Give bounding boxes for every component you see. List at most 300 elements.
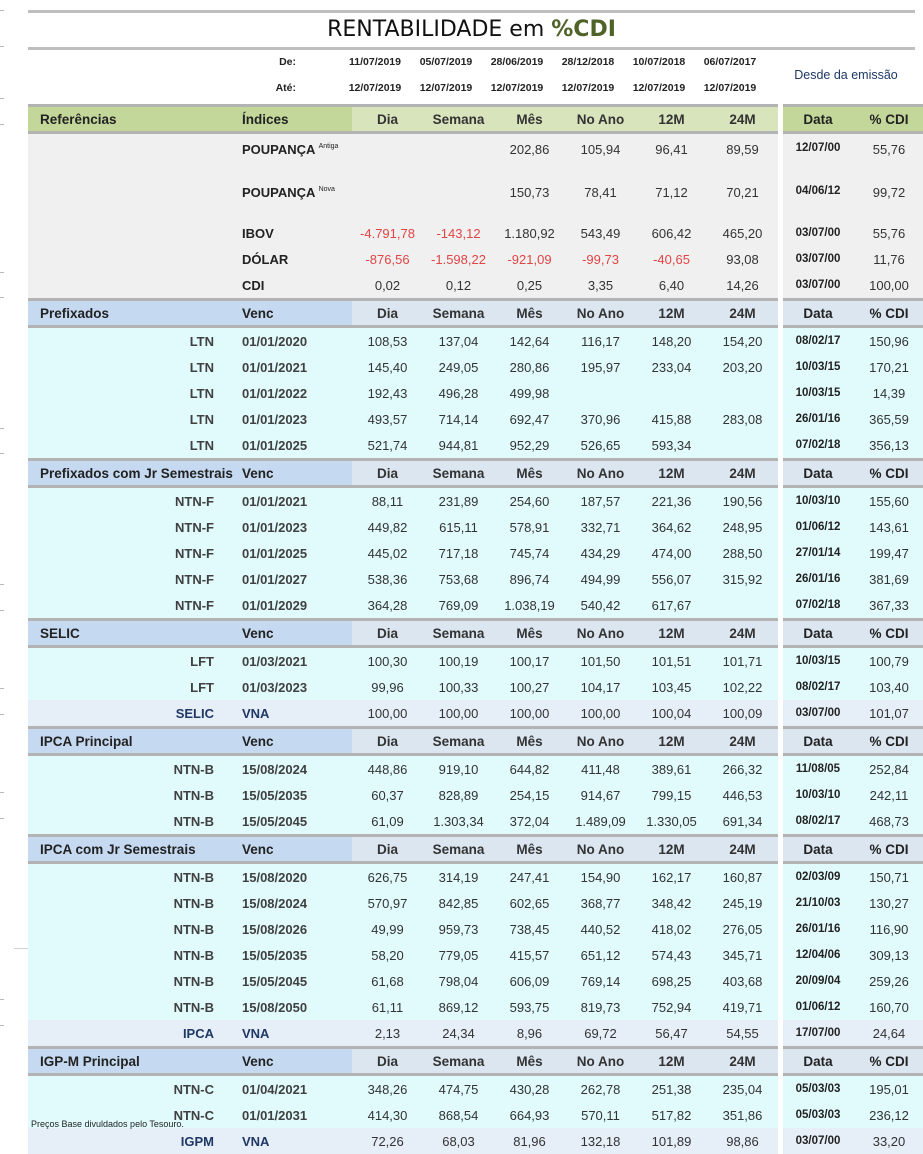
column-header-pct: % CDI — [853, 106, 923, 133]
value-cell: 430,28 — [494, 1075, 565, 1103]
index-label: CDI — [242, 277, 265, 293]
value-cell: 959,73 — [423, 916, 494, 942]
value-cell: 414,30 — [352, 1102, 423, 1128]
column-header: Semana — [423, 620, 494, 647]
index-label: DÓLAR — [242, 251, 289, 267]
issue-date: 17/07/00 — [783, 1020, 853, 1048]
column-header: Semana — [423, 460, 494, 487]
pct-cdi: 367,33 — [853, 592, 923, 620]
value-cell: 202,86 — [494, 133, 565, 178]
bond-row — [28, 755, 923, 783]
value-cell: 415,88 — [636, 406, 707, 432]
issue-date: 07/02/18 — [783, 432, 853, 460]
column-header: Mês — [494, 620, 565, 647]
sheet-edge-mark — [0, 818, 4, 819]
value-cell: 615,11 — [423, 514, 494, 540]
value-cell — [423, 177, 494, 220]
column-header: No Ano — [565, 836, 636, 863]
pct-cdi: 199,47 — [853, 540, 923, 566]
bond-name: NTN-C — [28, 1075, 242, 1103]
issue-date: 02/03/09 — [783, 863, 853, 891]
row-name — [28, 133, 242, 178]
bond-name: LFT — [28, 647, 242, 675]
issue-date: 10/03/10 — [783, 782, 853, 808]
bond-name: NTN-F — [28, 487, 242, 515]
index-name — [242, 220, 352, 246]
bond-name: LTN — [28, 406, 242, 432]
issue-date: 12/04/06 — [783, 942, 853, 968]
maturity: 15/08/2050 — [242, 994, 352, 1020]
value-cell: 570,11 — [565, 1102, 636, 1128]
bond-name: SELIC — [28, 700, 242, 728]
maturity: 01/01/2020 — [242, 327, 352, 355]
value-cell: 49,99 — [352, 916, 423, 942]
column-header: 24M — [707, 300, 778, 327]
column-header-pct: % CDI — [853, 300, 923, 327]
bond-name: NTN-B — [28, 994, 242, 1020]
bond-row — [28, 380, 923, 406]
section-header-ipca-com-jr-semestrais — [28, 836, 923, 863]
returns-table — [28, 104, 923, 1154]
value-cell: 233,04 — [636, 354, 707, 380]
value-cell: 154,90 — [565, 863, 636, 891]
maturity: 15/05/2035 — [242, 782, 352, 808]
sheet-edge-mark — [0, 98, 4, 99]
issue-date: 11/08/05 — [783, 755, 853, 783]
issue-date: 03/07/00 — [783, 220, 853, 246]
value-cell: 368,77 — [565, 890, 636, 916]
column-header: 12M — [636, 106, 707, 133]
maturity: 15/05/2045 — [242, 968, 352, 994]
pct-cdi: 101,07 — [853, 700, 923, 728]
value-cell: 465,20 — [707, 220, 778, 246]
value-cell: 578,91 — [494, 514, 565, 540]
value-cell: 345,71 — [707, 942, 778, 968]
value-cell: 828,89 — [423, 782, 494, 808]
value-cell — [707, 380, 778, 406]
value-cell: -99,73 — [565, 246, 636, 272]
value-cell: -921,09 — [494, 246, 565, 272]
value-cell: 434,29 — [565, 540, 636, 566]
bond-name: NTN-F — [28, 592, 242, 620]
value-cell — [352, 177, 423, 220]
value-cell: 1.038,19 — [494, 592, 565, 620]
value-cell: 6,40 — [636, 272, 707, 300]
value-cell: 251,38 — [636, 1075, 707, 1103]
sheet-edge-mark — [0, 584, 4, 585]
value-cell: 919,10 — [423, 755, 494, 783]
index-label: POUPANÇA — [242, 142, 315, 157]
column-header: Dia — [352, 728, 423, 755]
since-issue-label: Desde da emissão — [794, 68, 898, 82]
value-cell: 192,43 — [352, 380, 423, 406]
column-header-code: Venc — [242, 620, 352, 647]
value-cell: 100,30 — [352, 647, 423, 675]
column-header: 12M — [636, 836, 707, 863]
value-cell: 254,60 — [494, 487, 565, 515]
bond-row — [28, 406, 923, 432]
value-cell: 517,82 — [636, 1102, 707, 1128]
column-header-date: Data — [783, 620, 853, 647]
value-cell: 78,41 — [565, 177, 636, 220]
value-cell: 738,45 — [494, 916, 565, 942]
value-cell: 100,04 — [636, 700, 707, 728]
reference-row — [28, 220, 923, 246]
value-cell: -876,56 — [352, 246, 423, 272]
value-cell: 370,96 — [565, 406, 636, 432]
value-cell — [707, 432, 778, 460]
bond-name: IGPM — [28, 1128, 242, 1154]
column-header: No Ano — [565, 106, 636, 133]
value-cell: 203,20 — [707, 354, 778, 380]
value-cell — [565, 380, 636, 406]
pct-cdi: 150,71 — [853, 863, 923, 891]
section-title: IPCA Principal — [28, 728, 242, 755]
value-cell: 717,18 — [423, 540, 494, 566]
issue-date: 27/01/14 — [783, 540, 853, 566]
sheet-edge-mark — [0, 714, 4, 715]
bond-row — [28, 327, 923, 355]
from-date: 10/07/2018 — [632, 56, 686, 68]
maturity: 01/01/2023 — [242, 514, 352, 540]
maturity: VNA — [242, 1128, 352, 1154]
bond-name: NTN-B — [28, 808, 242, 836]
column-header-pct: % CDI — [853, 728, 923, 755]
vna-row — [28, 1128, 923, 1154]
value-cell: 499,98 — [494, 380, 565, 406]
section-header-prefixados — [28, 300, 923, 327]
section-header-selic — [28, 620, 923, 647]
value-cell: 769,14 — [565, 968, 636, 994]
bond-name: NTN-B — [28, 863, 242, 891]
column-header: Dia — [352, 300, 423, 327]
value-cell: 89,59 — [707, 133, 778, 178]
value-cell: -40,65 — [636, 246, 707, 272]
bond-row — [28, 432, 923, 460]
value-cell: 8,96 — [494, 1020, 565, 1048]
bond-row — [28, 968, 923, 994]
index-label: IBOV — [242, 225, 274, 241]
value-cell: 896,74 — [494, 566, 565, 592]
bond-row — [28, 592, 923, 620]
pct-cdi: 155,60 — [853, 487, 923, 515]
column-header: Dia — [352, 836, 423, 863]
value-cell: 1.330,05 — [636, 808, 707, 836]
pct-cdi: 195,01 — [853, 1075, 923, 1103]
value-cell: 574,43 — [636, 942, 707, 968]
column-header: Dia — [352, 620, 423, 647]
value-cell: 526,65 — [565, 432, 636, 460]
value-cell: 540,42 — [565, 592, 636, 620]
column-header: Mês — [494, 836, 565, 863]
column-header: Mês — [494, 728, 565, 755]
to-date: 12/07/2019 — [348, 82, 402, 94]
value-cell: 944,81 — [423, 432, 494, 460]
value-cell: 101,50 — [565, 647, 636, 675]
value-cell: 81,96 — [494, 1128, 565, 1154]
value-cell: 698,25 — [636, 968, 707, 994]
value-cell: 692,47 — [494, 406, 565, 432]
column-header-date: Data — [783, 728, 853, 755]
value-cell: 145,40 — [352, 354, 423, 380]
bond-name: NTN-F — [28, 566, 242, 592]
pct-cdi: 103,40 — [853, 674, 923, 700]
value-cell: 231,89 — [423, 487, 494, 515]
sheet-edge-mark — [0, 999, 4, 1000]
section-header-igp-m-principal — [28, 1048, 923, 1075]
value-cell: 154,20 — [707, 327, 778, 355]
value-cell — [636, 380, 707, 406]
bond-name: LTN — [28, 380, 242, 406]
value-cell: 150,73 — [494, 177, 565, 220]
issue-date: 26/01/16 — [783, 406, 853, 432]
maturity: 01/01/2021 — [242, 487, 352, 515]
maturity: VNA — [242, 1020, 352, 1048]
column-header: Mês — [494, 460, 565, 487]
value-cell: 869,12 — [423, 994, 494, 1020]
column-header: No Ano — [565, 620, 636, 647]
value-cell: 315,92 — [707, 566, 778, 592]
column-header: Semana — [423, 836, 494, 863]
sheet-edge-mark — [0, 272, 4, 273]
value-cell: 100,00 — [352, 700, 423, 728]
column-header: Semana — [423, 106, 494, 133]
value-cell: 69,72 — [565, 1020, 636, 1048]
row-name — [28, 220, 242, 246]
from-date: 28/06/2019 — [490, 56, 544, 68]
value-cell: 0,02 — [352, 272, 423, 300]
value-cell: 570,97 — [352, 890, 423, 916]
pct-cdi: 14,39 — [853, 380, 923, 406]
bond-name: NTN-B — [28, 942, 242, 968]
column-header-date: Data — [783, 1048, 853, 1075]
pct-cdi: 170,21 — [853, 354, 923, 380]
value-cell: 245,19 — [707, 890, 778, 916]
bond-name: LFT — [28, 674, 242, 700]
column-header-code: Índices — [242, 106, 352, 133]
maturity: 01/01/2022 — [242, 380, 352, 406]
bond-name: LTN — [28, 354, 242, 380]
value-cell: 60,37 — [352, 782, 423, 808]
value-cell: 61,68 — [352, 968, 423, 994]
maturity: 15/08/2024 — [242, 755, 352, 783]
value-cell: 602,65 — [494, 890, 565, 916]
value-cell: 102,22 — [707, 674, 778, 700]
column-header-pct: % CDI — [853, 836, 923, 863]
issue-date: 10/03/15 — [783, 380, 853, 406]
column-header: Semana — [423, 1048, 494, 1075]
sheet-edge-mark — [0, 46, 4, 47]
index-qualifier: Antiga — [318, 143, 339, 150]
issue-date: 01/06/12 — [783, 514, 853, 540]
column-header-code: Venc — [242, 460, 352, 487]
maturity: 15/05/2045 — [242, 808, 352, 836]
column-header: Mês — [494, 1048, 565, 1075]
from-date: 05/07/2019 — [419, 56, 473, 68]
value-cell: 411,48 — [565, 755, 636, 783]
column-header-code: Venc — [242, 1048, 352, 1075]
value-cell: 714,14 — [423, 406, 494, 432]
sheet-edge-mark — [0, 124, 4, 125]
pct-cdi: 55,76 — [853, 133, 923, 178]
sheet-edge-mark — [0, 792, 4, 793]
value-cell: 538,36 — [352, 566, 423, 592]
page-title — [28, 10, 915, 50]
value-cell: 247,41 — [494, 863, 565, 891]
value-cell: 496,28 — [423, 380, 494, 406]
bond-name: NTN-C — [28, 1102, 242, 1128]
pct-cdi: 242,11 — [853, 782, 923, 808]
vna-row — [28, 1020, 923, 1048]
value-cell: 280,86 — [494, 354, 565, 380]
value-cell: 187,57 — [565, 487, 636, 515]
pct-cdi: 116,90 — [853, 916, 923, 942]
sheet-edge-mark — [0, 688, 4, 689]
value-cell: 68,03 — [423, 1128, 494, 1154]
column-header: 24M — [707, 106, 778, 133]
bond-name: NTN-B — [28, 916, 242, 942]
value-cell: 626,75 — [352, 863, 423, 891]
issue-date: 05/03/03 — [783, 1102, 853, 1128]
value-cell: 644,82 — [494, 755, 565, 783]
pct-cdi: 24,64 — [853, 1020, 923, 1048]
bond-row — [28, 354, 923, 380]
value-cell: 105,94 — [565, 133, 636, 178]
reference-row — [28, 272, 923, 300]
value-cell: 190,56 — [707, 487, 778, 515]
value-cell: 283,08 — [707, 406, 778, 432]
section-title: SELIC — [28, 620, 242, 647]
value-cell: 1.303,34 — [423, 808, 494, 836]
section-title: Referências — [28, 106, 242, 133]
value-cell: 0,25 — [494, 272, 565, 300]
value-cell: 56,47 — [636, 1020, 707, 1048]
bond-row — [28, 540, 923, 566]
value-cell: 108,53 — [352, 327, 423, 355]
column-header-date: Data — [783, 300, 853, 327]
section-title: IGP-M Principal — [28, 1048, 242, 1075]
value-cell: 24,34 — [423, 1020, 494, 1048]
bond-row — [28, 942, 923, 968]
issue-date: 10/03/15 — [783, 354, 853, 380]
value-cell: 418,02 — [636, 916, 707, 942]
column-header-code: Venc — [242, 836, 352, 863]
pct-cdi: 143,61 — [853, 514, 923, 540]
value-cell: 364,62 — [636, 514, 707, 540]
value-cell: -143,12 — [423, 220, 494, 246]
column-header: No Ano — [565, 728, 636, 755]
value-cell: 389,61 — [636, 755, 707, 783]
value-cell: 556,07 — [636, 566, 707, 592]
value-cell: 819,73 — [565, 994, 636, 1020]
issue-date: 10/03/15 — [783, 647, 853, 675]
value-cell: 100,00 — [565, 700, 636, 728]
index-name — [242, 133, 352, 178]
issue-date: 08/02/17 — [783, 327, 853, 355]
issue-date: 12/07/00 — [783, 133, 853, 178]
column-header: 12M — [636, 620, 707, 647]
sheet-edge-mark — [0, 610, 4, 611]
from-date: 06/07/2017 — [703, 56, 757, 68]
column-header: Dia — [352, 1048, 423, 1075]
bond-name: NTN-F — [28, 540, 242, 566]
period-header — [28, 50, 915, 104]
bond-name: NTN-B — [28, 968, 242, 994]
pct-cdi: 468,73 — [853, 808, 923, 836]
pct-cdi: 99,72 — [853, 177, 923, 220]
pct-cdi: 236,12 — [853, 1102, 923, 1128]
value-cell: 593,75 — [494, 994, 565, 1020]
from-date: 28/12/2018 — [561, 56, 615, 68]
maturity: 01/04/2021 — [242, 1075, 352, 1103]
value-cell: 364,28 — [352, 592, 423, 620]
title-accent: %CDI — [551, 17, 616, 42]
sheet-edge-mark — [0, 1025, 4, 1026]
from-label: De: — [279, 56, 296, 68]
value-cell: 419,71 — [707, 994, 778, 1020]
issue-date: 21/10/03 — [783, 890, 853, 916]
value-cell: 3,35 — [565, 272, 636, 300]
maturity: 01/01/2023 — [242, 406, 352, 432]
bond-row — [28, 647, 923, 675]
column-header: 12M — [636, 460, 707, 487]
value-cell: 799,15 — [636, 782, 707, 808]
value-cell: 221,36 — [636, 487, 707, 515]
value-cell: 54,55 — [707, 1020, 778, 1048]
value-cell: 664,93 — [494, 1102, 565, 1128]
issue-date: 08/02/17 — [783, 674, 853, 700]
value-cell — [352, 133, 423, 178]
value-cell: 2,13 — [352, 1020, 423, 1048]
pct-cdi: 100,79 — [853, 647, 923, 675]
value-cell: 593,34 — [636, 432, 707, 460]
bond-name: NTN-B — [28, 890, 242, 916]
value-cell: 332,71 — [565, 514, 636, 540]
bond-name: NTN-B — [28, 755, 242, 783]
column-header-pct: % CDI — [853, 620, 923, 647]
value-cell: 96,41 — [636, 133, 707, 178]
column-header-date: Data — [783, 836, 853, 863]
column-header-code: Venc — [242, 728, 352, 755]
value-cell: 99,96 — [352, 674, 423, 700]
column-header: Mês — [494, 300, 565, 327]
value-cell: 248,95 — [707, 514, 778, 540]
maturity: 01/03/2023 — [242, 674, 352, 700]
value-cell: 798,04 — [423, 968, 494, 994]
value-cell: 100,33 — [423, 674, 494, 700]
value-cell: -1.598,22 — [423, 246, 494, 272]
to-label: Até: — [275, 82, 296, 94]
column-header: 12M — [636, 1048, 707, 1075]
reference-row — [28, 133, 923, 178]
value-cell: 440,52 — [565, 916, 636, 942]
row-name — [28, 177, 242, 220]
index-label: POUPANÇA — [242, 185, 315, 200]
value-cell: 521,74 — [352, 432, 423, 460]
value-cell: 449,82 — [352, 514, 423, 540]
column-header: Mês — [494, 106, 565, 133]
reference-row — [28, 177, 923, 220]
value-cell: 288,50 — [707, 540, 778, 566]
issue-date: 03/07/00 — [783, 1128, 853, 1154]
value-cell: 61,09 — [352, 808, 423, 836]
maturity: 01/01/2025 — [242, 540, 352, 566]
bond-row — [28, 916, 923, 942]
issue-date: 03/07/00 — [783, 272, 853, 300]
column-header: Dia — [352, 106, 423, 133]
pct-cdi: 252,84 — [853, 755, 923, 783]
value-cell: 868,54 — [423, 1102, 494, 1128]
